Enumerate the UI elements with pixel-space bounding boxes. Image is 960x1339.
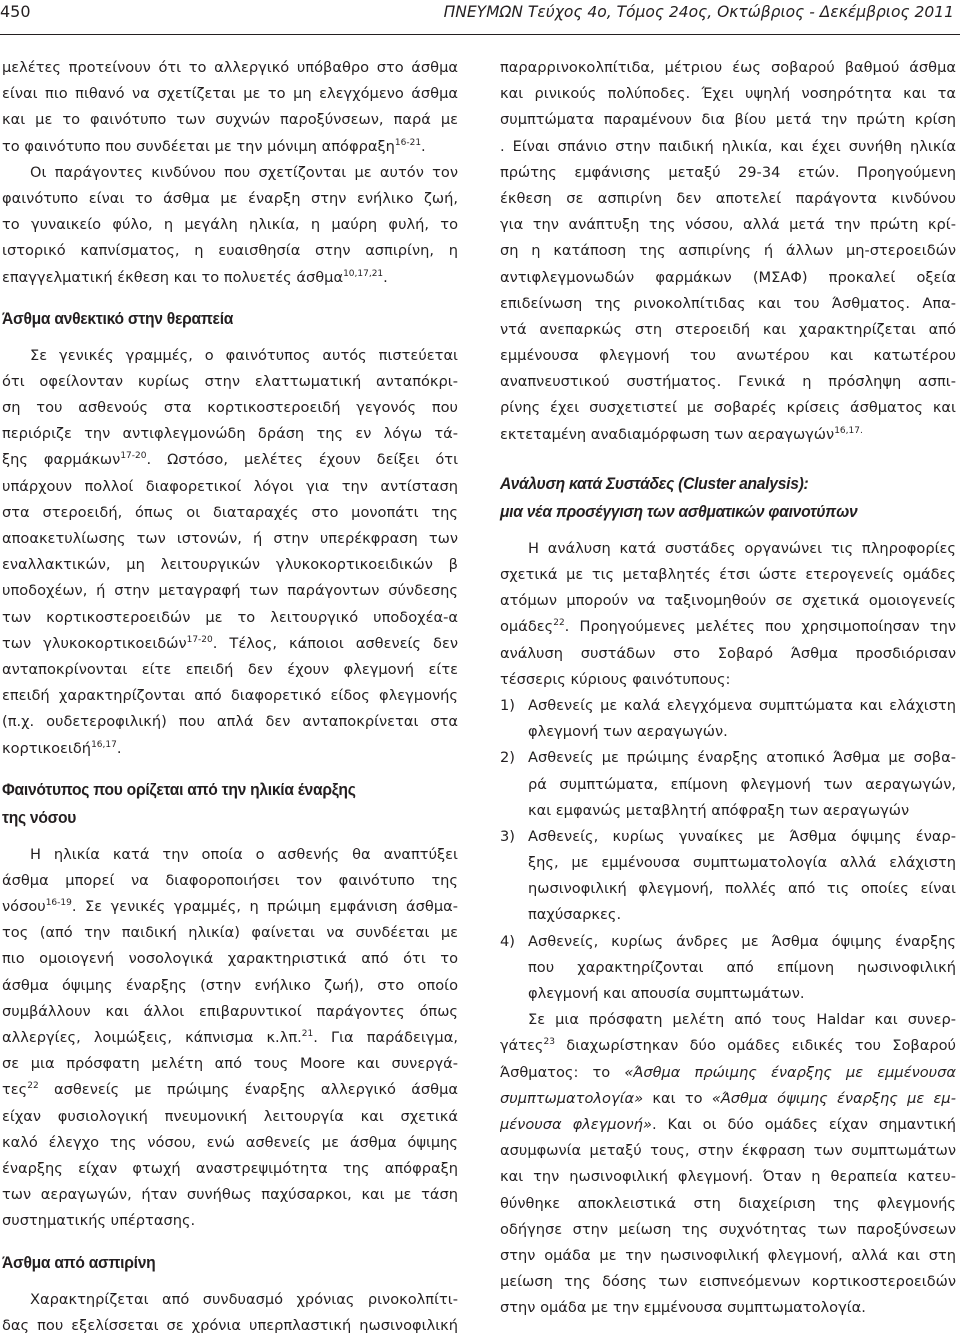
text-line: ασυμφωνία μεταξύ τους, στην έκφραση των συμπτωμάτων — [500, 1142, 956, 1160]
text-line: επαγγελματική έκθεση και το πολυετές άσθμα$^{10,17,21}$. — [2, 268, 388, 286]
text-line: των γλυκοκορτικοειδών$^{17-20}$. Τέλος, κάποιοι ασθενείς δεν — [2, 634, 458, 652]
text-line: αντιφλεγμονωδών φαρμάκων (ΜΣΑΦ) προκαλεί οξεία — [500, 268, 956, 286]
text-line: Άσθματος: το «Άσθμα πρώιμης έναρξης με εμμένουσα — [500, 1063, 956, 1081]
text-line: ξης φαρμάκων$^{17-20}$. Ωστόσο, μελέτες έχουν δείξει ότι — [2, 451, 458, 469]
text-line: στην ομάδα με την εμμένουσα συμπτωματολογία. — [500, 1299, 866, 1317]
text-line: φλεγμονή των αεραγωγών. — [528, 723, 728, 741]
text-line: συμπτώματα παραμένουν δια βίου μετά την πρώτη κρίση — [500, 111, 956, 129]
text-line: πρώτης εμφάνισης μεταξύ 29-34 ετών. Προηγούμενη — [500, 163, 956, 181]
text-line: καλό έλεγχο της νόσου, ενώ ασθενείς με άσθμα όψιμης — [2, 1133, 458, 1151]
text-line: . Είναι σπάνιο στην παιδική ηλικία, και έχει συνήθη ηλικία — [500, 137, 956, 155]
right-column — [500, 55, 956, 1321]
reference: 16-21 — [394, 137, 422, 148]
text-line: παχύσαρκες. — [528, 906, 622, 924]
text-line: συμπτωματολογία» και το «Άσθμα όψιμης έναρξης με εμ- — [500, 1089, 956, 1107]
text-line: Η ηλικία κατά την οποία ο ασθενής θα αναπτύξει — [30, 845, 458, 863]
text-line: μελέτες προτείνουν ότι το αλλεργικό υπόβαθρο στο άσθμα — [2, 59, 458, 76]
text-line: άσθμα μπορεί να διαφοροποιήσει τον φαινότυπο της — [2, 871, 458, 889]
text-line: ρίνης έχει συσχετιστεί με σοβαρές κρίσεις άσθματος και — [500, 399, 956, 417]
list-item — [500, 929, 956, 1008]
heading-line: Ανάλυση κατά Συστάδες (Cluster analysis): — [500, 473, 809, 493]
paragraph-treatment-resistant — [2, 343, 458, 762]
text-line: ση η κατάποση της ασπιρίνης ή άλλων μη-στεροειδών — [500, 242, 956, 260]
page-header — [0, 0, 960, 40]
text-line: (π.χ. ουδετεροφιλική) που απλά δεν ανταποκρίνεται στα — [2, 713, 458, 731]
text-line: κορτικοειδή$^{16,17}$. — [2, 739, 122, 757]
section-heading-aspirin-asthma: Άσθμα από ασπιρίνη — [2, 1252, 156, 1272]
text-line: ατόμων μπορούν να ταξινομηθούν σε σχετικά ομοιογενείς — [500, 592, 956, 610]
text-line: περιόριζε την αντιφλεγμονώδη δράση της εν λόγω τά- — [2, 425, 458, 443]
text-line: ση του ασθενούς στα κορτικοστεροειδή γεγονός που — [2, 399, 458, 417]
text-line: αποακετυλίωσης των ιστονών, ή στην υπερέκφραση των — [2, 530, 458, 547]
text-line: γάτες$^{23}$ διαχωρίστηκαν δύο ομάδες ειδικές του Σοβαρού — [500, 1037, 956, 1055]
reference: 22 — [553, 618, 565, 629]
paragraph-aspirin-asthma — [2, 1287, 458, 1339]
text-line: Η ανάλυση κατά συστάδες οργανώνει τις πληροφορίες — [528, 539, 956, 557]
reference: 23 — [543, 1037, 555, 1048]
text-line: ομάδες$^{22}$. Προηγούμενες μελέτες που χρησιμοποίησαν την — [500, 618, 956, 636]
text-line: παραρρινοκολπίτιδα, μέτριου έως σοβαρού βαθμού άσθμα — [500, 59, 956, 76]
text-line: Οι παράγοντες κινδύνου που σχετίζονται με αυτόν τον — [30, 163, 458, 181]
text-line: είναι πιο πιθανό να σχετίζεται με το μη ελεγχόμενο άσθμα — [2, 85, 458, 103]
list-item — [500, 824, 956, 929]
section-heading-cluster-analysis — [500, 470, 956, 526]
text-line: ξης, με εμμένουσα συμπτωματολογία αλλά ελάχιστη — [528, 854, 956, 872]
text-line: συστηματικής υπέρτασης. — [2, 1212, 196, 1230]
reference: 10,17,21 — [343, 268, 384, 279]
text-line: τέσσερις κύριους φαινότυπους: — [500, 670, 731, 688]
text-line: 4) Ασθενείς, κυρίως άνδρες με Άσθμα όψιμης έναρξης — [500, 929, 956, 955]
text-line: που χαρακτηρίζονται από επίμονη ηωσινοφιλική — [528, 958, 956, 976]
paragraph-aspirin-continued — [500, 55, 956, 448]
text-line: ότι οφείλονταν κυρίως στην ελαττωματική ανταπόκρι- — [2, 372, 458, 390]
text-line: 1) Ασθενείς με καλά ελεγχόμενα συμπτώματα και ελάχιστη — [500, 693, 956, 719]
paragraph-risk-factors — [2, 160, 458, 291]
list-number: 1) — [500, 696, 515, 714]
text-line: 2) Ασθενείς με πρώιμης έναρξης ατοπικό Άσθμα με σοβα- — [500, 745, 956, 771]
text-line: το γυναικείο φύλο, η μεγάλη ηλικία, η μαύρη φυλή, το — [2, 216, 458, 234]
paragraph-cluster-analysis — [500, 536, 956, 693]
text-line: υποδοχέων, ή στην μεταγραφή των παράγοντων σύνδεσης — [2, 582, 458, 600]
text-line: εμμένουσα φλεγμονή του ανωτέρου και κατωτέρου — [500, 347, 956, 365]
text-line: στα στεροειδή, όπως οι διαταραχές στο μονοπάτι της — [2, 503, 458, 521]
heading-line: της νόσου — [2, 807, 77, 827]
text-line: σχετικά με τις μεταβλητές έτσι ώστε ετερογενείς ομάδες — [500, 566, 956, 583]
header-rule — [0, 34, 960, 35]
text-line: νόσου$^{16-19}$. Σε γενικές γραμμές, η πρώιμη εμφάνιση άσθμα- — [2, 898, 458, 916]
text-line: φλεγμονή και απουσία συμπτωμάτων. — [528, 985, 805, 1002]
text-line: θύνθηκε αποκλειστικά στη διαχείριση της φλεγμονής — [500, 1194, 956, 1212]
reference: 16-19 — [45, 898, 72, 909]
text-line: δας που εξελίσσεται σε χρόνια υπερπλαστική ηωσινοφιλική — [2, 1316, 458, 1334]
text-line: ρά συμπτώματα, επίμονη φλεγμονή των αεραγωγών, — [528, 775, 956, 793]
text-line: το φαινότυπο που συνδέεται με την μόνιμη απόφραξη$^{16-21}$. — [2, 137, 426, 155]
text-line: των κορτικοστεροειδών με το λειτουργικό υποδοχέα-α — [2, 608, 458, 626]
text-line: σε μια πρόσφατη μελέτη από τους Moore και συνεργά- — [2, 1055, 458, 1073]
heading-line: Φαινότυπος που ορίζεται από την ηλικία έναρξης — [2, 779, 356, 799]
list-number: 3) — [500, 827, 515, 845]
text-line: είχαν φυσιολογική πνευμονική λειτουργία και σχετικά — [2, 1107, 458, 1125]
left-column — [2, 55, 458, 1339]
text-line: υπάρχουν πολλοί διαφορετικοί λόγοι για την αντίσταση — [2, 477, 458, 495]
text-line: για την ανάπτυξη της νόσου, αλλά μετά την πρώτη κρί- — [500, 216, 956, 234]
text-line: ντά ανεπαρκώς στη στεροειδή και χαρακτηρίζεται από — [500, 320, 956, 338]
paragraph-allergic-background — [2, 55, 458, 160]
reference: 21 — [301, 1029, 314, 1039]
text-line: και την ηωσινοφιλική φλεγμονή. Όταν η θεραπεία κατευ- — [500, 1168, 956, 1186]
text-line: πιο ομοιογενή νοσολογικά χαρακτηριστικά από ότι το — [2, 950, 458, 968]
page-number: 450 — [0, 2, 31, 21]
text-line: ανταποκρίνονται είτε επειδή δεν έχουν φλεγμονή είτε — [2, 660, 458, 678]
text-line: Σε γενικές γραμμές, ο φαινότυπος αυτός πιστεύεται — [30, 346, 458, 364]
text-line: Χαρακτηρίζεται από συνδυασμό χρόνιας ρινοκολπίτι- — [30, 1290, 458, 1308]
phenotype-list — [500, 693, 956, 1007]
text-line: εκτεταμένη αναδιαμόρφωση των αεραγωγών$^{16,17.}$ — [500, 425, 863, 443]
text-line: και εμφανώς μεταβλητή απόφραξη των αεραγωγών — [528, 801, 910, 819]
heading-line: μια νέα προσέγγιση των ασθματικών φαινοτύπων — [500, 501, 858, 521]
section-heading-age-of-onset — [2, 776, 458, 832]
text-line: στην ομάδα με την ηωσινοφιλική φλεγμονή, αλλά και στη — [500, 1246, 956, 1264]
text-line: ανάλυση συστάδων στο Σοβαρό Άσθμα προσδιόρισαν — [500, 644, 956, 662]
text-line: 3) Ασθενείς, κυρίως γυναίκες με Άσθμα όψιμης έναρ- — [500, 824, 956, 850]
text-line: επειδή χαρακτηρίζονται από διαφορετικό είδος φλεγμονής — [2, 687, 458, 705]
text-line: ιστορικό καπνίσματος, η ευαισθησία στην ασπιρίνη, η — [2, 242, 458, 260]
text-line: επιδείνωση της ρινοκολπίτιδας και του Άσθματος. Απα- — [500, 294, 956, 312]
text-line: τες$^{22}$ ασθενείς με πρώιμης έναρξης αλλεργικό άσθμα — [2, 1081, 458, 1099]
reference: 16,17 — [91, 739, 117, 750]
text-line: φαινότυπο είναι το άσθμα με έναρξη στην ενήλικο ζωή, — [2, 189, 458, 207]
text-line: αναπνευστικού συστήματος. Γενικά η πρόσληψη ασπι- — [500, 373, 956, 391]
text-line: αλλεργίες, λοιμώξεις, κάπνισμα κ.λπ.$^{21}$. Για παράδειγμα, — [2, 1029, 458, 1046]
text-line: και ρινικούς πολύποδες. Έχει υψηλή νοσηρότητα και τα — [500, 85, 956, 103]
text-line: τος (από την παιδική ηλικία) φαίνεται να συνδέεται με — [2, 924, 458, 942]
list-number: 4) — [500, 932, 515, 950]
section-heading-treatment-resistant: Άσθμα ανθεκτικό στην θεραπεία — [2, 308, 234, 328]
reference: 17-20 — [120, 451, 147, 462]
list-item — [500, 693, 956, 745]
text-line: μείωση της δόσης των εισπνεόμενων κορτικοστεροειδών — [500, 1273, 956, 1291]
journal-citation: ΠΝΕΥΜΩΝ Τεύχος 4ο, Τόμος 24ος, Οκτώβριος - Δεκέμβριος 2011 — [443, 3, 954, 21]
text-line: συμβάλλουν και άλλοι επιβαρυντικοί παράγοντες όπως — [2, 1002, 458, 1020]
text-line: και με το φαινότυπο των συχνών παροξύνσεων, παρά με — [2, 111, 458, 129]
text-line: άσθμα όψιμης έναρξης (στην ενήλικο ζωή), στο οποίο — [2, 976, 458, 994]
text-line: Σε μια πρόσφατη μελέτη από τους Haldar και συνερ- — [528, 1011, 956, 1029]
paragraph-age-of-onset — [2, 842, 458, 1235]
reference: 22 — [27, 1081, 39, 1092]
text-line: έναρξης είχαν φτωχή αναστρεψιμότητα της απόφραξη — [2, 1159, 458, 1177]
reference: 16,17. — [834, 425, 863, 436]
text-line: ηωσινοφιλική φλεγμονή, πολλές από τις οποίες είναι — [528, 880, 956, 898]
paragraph-haldar-study — [500, 1007, 956, 1321]
list-item — [500, 745, 956, 824]
text-line: οδήγησε στην μείωση της συχνότητας των παροξύνσεων — [500, 1220, 956, 1238]
reference: 17-20 — [186, 634, 213, 645]
text-line: μένουσα φλεγμονή». Και οι δύο ομάδες είχαν σημαντική — [500, 1115, 956, 1133]
text-line: εναλλακτικών, μη λειτουργικών γλυκοκορτικοειδικών β — [2, 556, 458, 574]
text-line: έκθεση σε ασπιρίνη δεν αποτελεί παράγοντα κινδύνου — [500, 189, 956, 207]
text-line: των αεραγωγών, ήταν συνήθως παχύσαρκοι, και με τάση — [2, 1186, 458, 1204]
list-number: 2) — [500, 749, 515, 767]
